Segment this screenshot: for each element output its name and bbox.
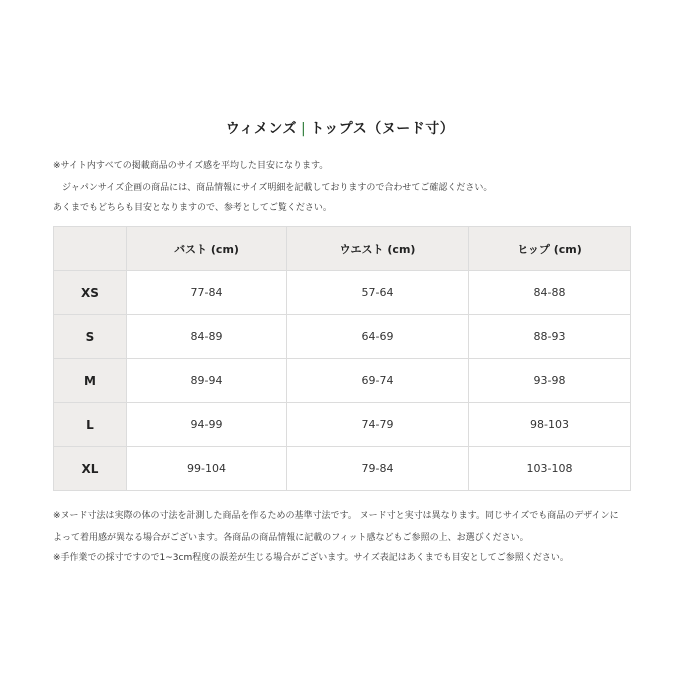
table-row	[54, 315, 631, 359]
size-chart-table	[53, 226, 631, 491]
note-bottom-2: よって着用感が異なる場合がございます。各商品の商品情報に記載のフィット感などもご参照の上、お選びください。	[53, 533, 529, 543]
header-bust: バスト (cm)	[127, 227, 287, 271]
title-category: ウィメンズ	[225, 121, 297, 137]
bust-value: 94-99	[127, 403, 287, 447]
size-label: M	[54, 359, 127, 403]
note-top-2: ジャパンサイズ企画の商品には、商品情報にサイズ明細を記載しておりますので合わせてご確認ください。	[53, 183, 493, 193]
bust-value: 77-84	[127, 271, 287, 315]
size-label: L	[54, 403, 127, 447]
title-item: トップス（ヌード寸）	[310, 121, 455, 137]
hip-value: 88-93	[469, 315, 631, 359]
table-row	[54, 403, 631, 447]
page-title	[0, 118, 680, 138]
header-hip: ヒップ (cm)	[469, 227, 631, 271]
table-row	[54, 271, 631, 315]
bust-value: 89-94	[127, 359, 287, 403]
note-top-1: ※サイト内すべての掲載商品のサイズ感を平均した目安になります。	[53, 161, 329, 171]
hip-value: 84-88	[469, 271, 631, 315]
size-label: XL	[54, 447, 127, 491]
table-header-row	[54, 227, 631, 271]
table-row	[54, 359, 631, 403]
hip-value: 103-108	[469, 447, 631, 491]
hip-value: 98-103	[469, 403, 631, 447]
size-label: XS	[54, 271, 127, 315]
bust-value: 84-89	[127, 315, 287, 359]
note-bottom-3: ※手作業での採寸ですので1~3cm程度の誤差が生じる場合がございます。サイズ表記はあくまでも目安としてご参照ください。	[53, 553, 569, 563]
hip-value: 93-98	[469, 359, 631, 403]
title-separator: |	[301, 121, 307, 137]
waist-value: 79-84	[287, 447, 469, 491]
header-size	[54, 227, 127, 271]
header-waist: ウエスト (cm)	[287, 227, 469, 271]
waist-value: 69-74	[287, 359, 469, 403]
waist-value: 57-64	[287, 271, 469, 315]
note-top-3: あくまでもどちらも目安となりますので、参考としてご覧ください。	[53, 203, 332, 213]
waist-value: 64-69	[287, 315, 469, 359]
table-row	[54, 447, 631, 491]
waist-value: 74-79	[287, 403, 469, 447]
size-label: S	[54, 315, 127, 359]
note-bottom-1: ※ヌード寸法は実際の体の寸法を計測した商品を作るための基準寸法です。 ヌード寸と実寸は異なります。同じサイズでも商品のデザインに	[53, 511, 619, 521]
bust-value: 99-104	[127, 447, 287, 491]
